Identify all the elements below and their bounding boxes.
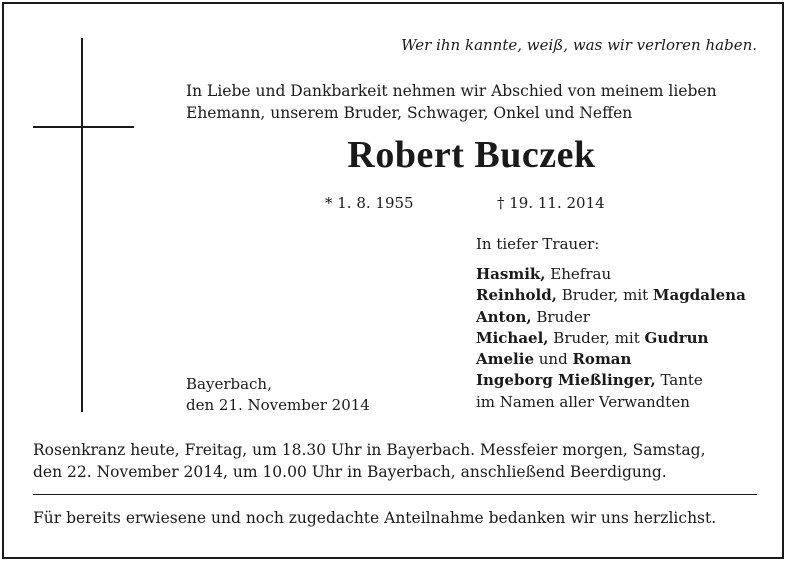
mourner-line bbox=[476, 349, 746, 370]
mourner-name: Gudrun bbox=[644, 328, 709, 347]
intro-text bbox=[186, 80, 717, 124]
mourner-name: Magdalena bbox=[652, 286, 746, 305]
mourner-line bbox=[476, 285, 746, 306]
cross-icon bbox=[81, 38, 83, 412]
mourner-name: Ingeborg Mießlinger, bbox=[476, 371, 656, 390]
place-date bbox=[186, 374, 370, 417]
mourner-line bbox=[476, 307, 746, 328]
mourner-relation: Bruder, mit bbox=[548, 328, 645, 347]
mourners-list bbox=[476, 264, 746, 413]
death-date: † 19. 11. 2014 bbox=[497, 194, 605, 212]
notice-line-1: Rosenkranz heute, Freitag, um 18.30 Uhr in Bayerbach. Messfeier morgen, Samstag, bbox=[33, 441, 706, 459]
mourner-relation: Ehefrau bbox=[545, 265, 612, 283]
motto: Wer ihn kannte, weiß, was wir verloren haben. bbox=[401, 36, 757, 54]
notice-line-2: den 22. November 2014, um 10.00 Uhr in Bayerbach, anschließend Beerdigung. bbox=[33, 463, 667, 481]
mourning-label: In tiefer Trauer: bbox=[476, 235, 600, 253]
mourner-relation: Bruder bbox=[531, 307, 590, 326]
mourner-line bbox=[476, 392, 746, 413]
mourner-relation: Bruder, mit bbox=[556, 286, 653, 305]
divider bbox=[33, 494, 757, 495]
date: den 21. November 2014 bbox=[186, 396, 370, 415]
mourner-name: Roman bbox=[572, 350, 632, 369]
mourner-relation: im Namen aller Verwandten bbox=[476, 392, 690, 411]
thanks-text: Für bereits erwiesene und noch zugedachte Anteilnahme bedanken wir uns herzlichst. bbox=[33, 509, 717, 527]
deceased-name: Robert Buczek bbox=[347, 134, 596, 176]
mourner-relation: Tante bbox=[655, 371, 703, 390]
cross-icon-bar bbox=[33, 126, 134, 128]
mourner-name: Anton, bbox=[476, 307, 532, 326]
intro-line-2: Ehemann, unserem Bruder, Schwager, Onkel und Neffen bbox=[186, 104, 633, 122]
mourner-name: Michael, bbox=[476, 328, 549, 347]
mourner-name: Reinhold, bbox=[476, 286, 557, 305]
mourner-line bbox=[476, 328, 746, 349]
place: Bayerbach, bbox=[186, 375, 272, 393]
mourner-line bbox=[476, 370, 746, 391]
mourner-name: Amelie bbox=[476, 350, 534, 369]
mourner-name: Hasmik, bbox=[476, 265, 546, 283]
mourner-relation: und bbox=[534, 350, 573, 369]
mourner-line bbox=[476, 264, 746, 285]
intro-line-1: In Liebe und Dankbarkeit nehmen wir Abschied von meinem lieben bbox=[186, 82, 717, 100]
service-notice bbox=[33, 439, 706, 483]
birth-date: * 1. 8. 1955 bbox=[325, 194, 414, 212]
